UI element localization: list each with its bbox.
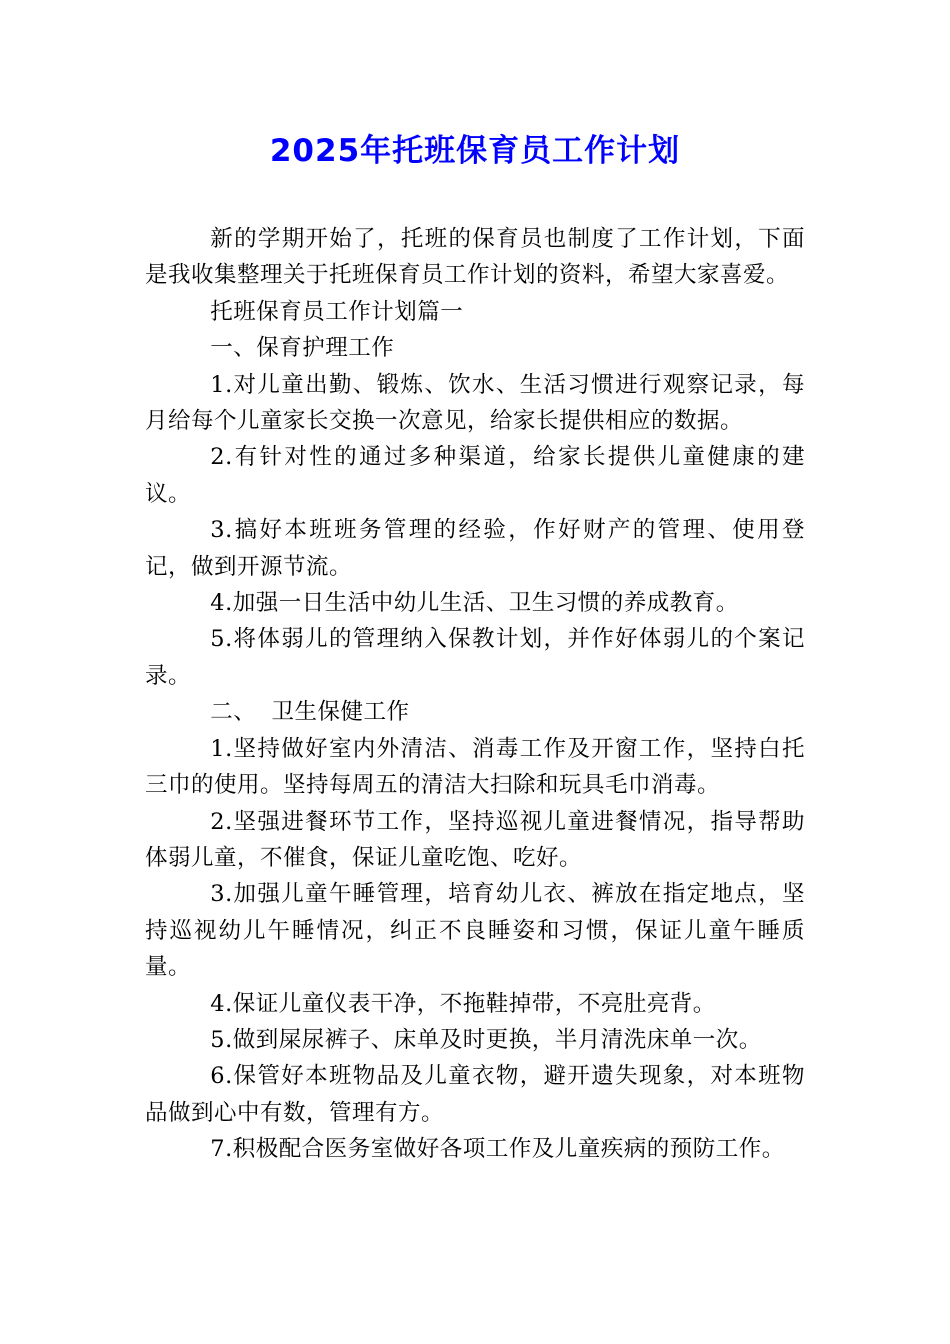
health-item-1: 1.坚持做好室内外清洁、消毒工作及开窗工作，坚持白托三巾的使用。坚持每周五的清洁大扫除和玩具毛巾消毒。 bbox=[145, 735, 805, 799]
health-item-7: 7.积极配合医务室做好各项工作及儿童疾病的预防工作。 bbox=[210, 1136, 785, 1163]
care-item-2: 2.有针对性的通过多种渠道，给家长提供儿童健康的建议。 bbox=[145, 444, 805, 507]
care-item-3: 3.搞好本班班务管理的经验，作好财产的管理、使用登记，做到开源节流。 bbox=[145, 517, 805, 580]
care-item-4: 4.加强一日生活中幼儿生活、卫生习惯的养成教育。 bbox=[210, 590, 739, 617]
subheading-care-work: 一、保育护理工作 bbox=[210, 335, 395, 362]
document-body bbox=[145, 221, 805, 1168]
intro-paragraph: 新的学期开始了，托班的保育员也制度了工作计划，下面是我收集整理关于托班保育员工作计划的资料，希望大家喜爱。 bbox=[145, 226, 805, 289]
care-item-5: 5.将体弱儿的管理纳入保教计划，并作好体弱儿的个案记录。 bbox=[145, 626, 805, 689]
health-item-6: 6.保管好本班物品及儿童衣物，避开遗失现象，对本班物品做到心中有数，管理有方。 bbox=[145, 1063, 805, 1126]
health-item-3: 3.加强儿童午睡管理，培育幼儿衣、裤放在指定地点，坚持巡视幼儿午睡情况，纠正不良睡姿和习惯，保证儿童午睡质量。 bbox=[145, 881, 805, 981]
subheading-health-work: 二、 卫生保健工作 bbox=[210, 699, 410, 726]
section-heading-part-one: 托班保育员工作计划篇一 bbox=[210, 298, 464, 325]
health-item-5: 5.做到屎尿裤子、床单及时更换，半月清洗床单一次。 bbox=[210, 1026, 762, 1053]
health-item-4: 4.保证儿童仪表干净，不拖鞋掉带，不亮肚亮背。 bbox=[210, 990, 716, 1017]
document-title: 2025年托班保育员工作计划 bbox=[269, 133, 681, 169]
health-item-2: 2.坚强进餐环节工作，坚持巡视儿童进餐情况，指导帮助体弱儿童，不催食，保证儿童吃饱、吃好。 bbox=[145, 808, 805, 871]
care-item-1: 1.对儿童出勤、锻炼、饮水、生活习惯进行观察记录，每月给每个儿童家长交换一次意见，给家长提供相应的数据。 bbox=[145, 371, 805, 435]
